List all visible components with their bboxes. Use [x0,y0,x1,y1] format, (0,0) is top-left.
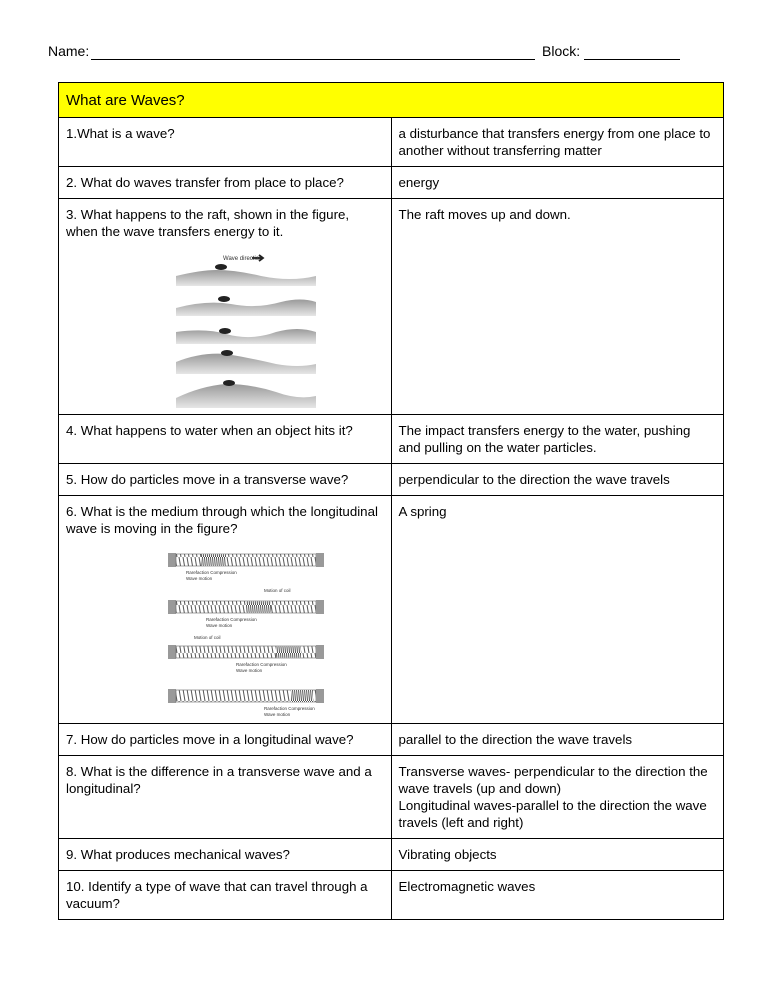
table-row [59,496,724,724]
name-label: Name: [48,43,90,59]
answer-cell: Electromagnetic waves [391,871,724,920]
table-row [59,871,724,920]
question-cell: 2. What do waves transfer from place to place? [59,167,392,199]
spring-label: Rarefaction Compression [206,617,257,622]
answer-cell: a disturbance that transfers energy from one place to another without transferring matter [391,118,724,167]
answer-cell: energy [391,167,724,199]
question-cell: 10. Identify a type of wave that can travel through a vacuum? [59,871,392,920]
answer-cell: perpendicular to the direction the wave travels [391,464,724,496]
question-cell: 6. What is the medium through which the longitudinal wave is moving in the figure? [66,504,378,536]
spring-panel [168,553,324,581]
wave-panel [176,296,316,316]
table-title-row [59,83,724,118]
raft-icon [215,264,227,270]
spring-label: Wave motion [186,576,213,581]
table-row [59,464,724,496]
wave-panel [176,350,316,374]
question-cell: 4. What happens to water when an object hits it? [59,415,392,464]
spring-panel [168,635,324,673]
question-cell: 7. How do particles move in a longitudinal wave? [59,724,392,756]
spring-panel [168,588,324,628]
spring-label: Motion of coil [264,588,291,593]
spring-label: Rarefaction Compression [236,662,287,667]
spring-label: Rarefaction Compression [186,570,237,575]
spring-label: Motion of coil [194,635,221,640]
worksheet-table [58,82,724,920]
question-cell: 1.What is a wave? [59,118,392,167]
spring-label: Wave motion [236,668,263,673]
table-row [59,756,724,839]
question-cell: 8. What is the difference in a transverse wave and a longitudinal? [59,756,392,839]
table-row [59,415,724,464]
table-row [59,724,724,756]
spring-label: Wave motion [206,623,233,628]
wave-panel [176,264,316,286]
question-cell: 9. What produces mechanical waves? [59,839,392,871]
table-row [59,118,724,167]
wave-panel [176,328,316,344]
table-title: What are Waves? [59,83,724,118]
raft-icon [221,350,233,356]
spring-label: Wave motion [264,712,291,717]
question-cell: 5. How do particles move in a transverse wave? [59,464,392,496]
raft-wave-figure [66,248,376,410]
raft-icon [223,380,235,386]
answer-cell: The impact transfers energy to the water, pushing and pulling on the water particles. [391,415,724,464]
raft-icon [218,296,230,302]
block-label: Block: [542,43,581,59]
table-row [59,839,724,871]
answer-cell: Vibrating objects [391,839,724,871]
name-blank[interactable] [91,58,535,60]
answer-cell: The raft moves up and down. [391,199,724,415]
spring-wave-figure [66,545,376,719]
answer-cell: parallel to the direction the wave travels [391,724,724,756]
spring-panel [168,689,324,717]
block-blank[interactable] [584,58,680,60]
worksheet-header [48,43,688,67]
wave-panel [176,380,316,408]
answer-cell: A spring [391,496,724,724]
answer-line: Transverse waves- perpendicular to the direction the wave travels (up and down) [398,764,708,796]
question-cell: 3. What happens to the raft, shown in the figure, when the wave transfers energy to it. [66,207,350,239]
answer-line: Longitudinal waves-parallel to the direction the wave travels (left and right) [398,798,707,830]
wave-direction-label: Wave direction [223,256,263,262]
table-row [59,167,724,199]
raft-icon [219,328,231,334]
spring-label: Rarefaction Compression [264,706,315,711]
table-row [59,199,724,415]
answer-cell [391,756,724,839]
